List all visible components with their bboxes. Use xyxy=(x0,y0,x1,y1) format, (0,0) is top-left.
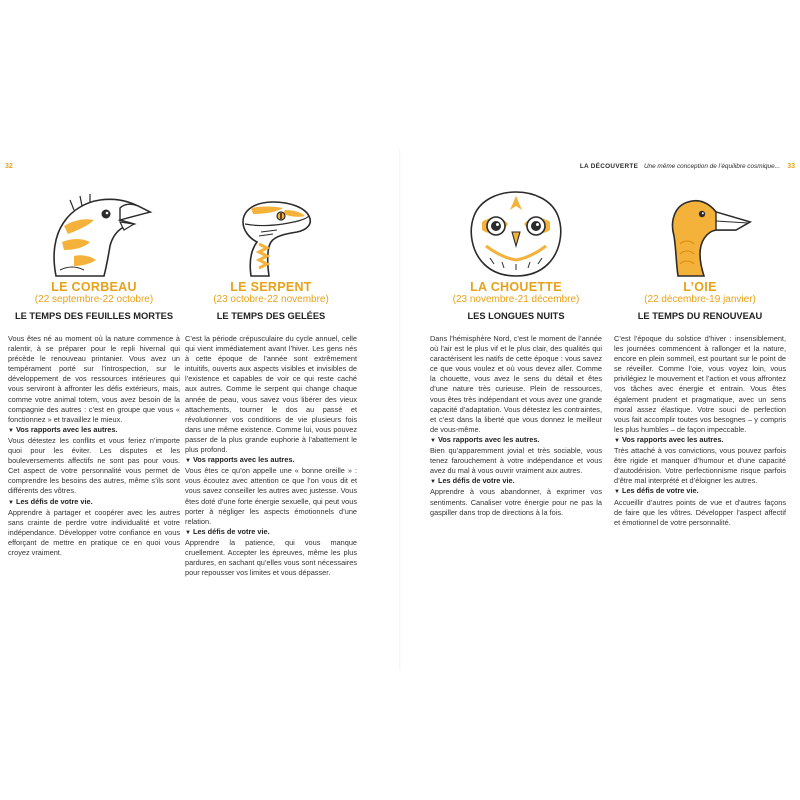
rapports-heading xyxy=(185,455,357,466)
goose-illustration xyxy=(614,178,786,278)
defis-heading-text: Les défis de votre vie. xyxy=(437,476,515,486)
defis-heading-text: Les défis de votre vie. xyxy=(621,486,699,496)
rapports-heading-text: Vos rapports avec les autres. xyxy=(15,424,118,434)
sign-body xyxy=(185,334,357,578)
intro-paragraph: C’est l’époque du solstice d’hiver : insensiblement, les journées commencent à rallonger et la nature, encore en plein sommeil, est pourtant sur le point de se réveiller. Comme l’oie, vous voyez loin, vous privilégiez le mouvement et l’action et vous affrontez vos tâches avec énergie et entrain. Vous êtes également prudent et pragmatique, avec un sens moral assez élastique. Votre souci de perfection vous fait accomplir toutes vos besognes – y compris les plus humbles – de façon impeccable. xyxy=(614,334,786,434)
page-number-left: 32 xyxy=(5,163,13,170)
sign-column-chouette xyxy=(430,178,602,518)
defis-paragraph: Apprendre à vous abandonner, à exprimer vos sentiments. Canaliser votre énergie pour ne pas la gaspiller dans trop de directions à la fois. xyxy=(430,487,602,517)
triangle-bullet-icon: ▼ xyxy=(185,529,191,536)
defis-paragraph: Apprendre la patience, qui vous manque cruellement. Accepter les épreuves, même les plus pardures, en sachant qu’elles vous sont nécessaires pour repousser vos limites et vous dépasser. xyxy=(185,537,357,578)
triangle-bullet-icon: ▼ xyxy=(430,479,436,486)
defis-paragraph: Accueillir d’autres points de vue et d’autres façons de faire que les vôtres. Développer l’aspect affectif et émotionnel de votre personnalité. xyxy=(614,497,786,527)
defis-heading xyxy=(8,497,180,508)
sign-title: LES LONGUES NUITS xyxy=(467,311,565,321)
triangle-bullet-icon: ▼ xyxy=(614,437,620,444)
sign-dates: (22 septembre-22 octobre) xyxy=(34,294,154,305)
sign-body xyxy=(8,334,180,558)
sign-column-oie xyxy=(614,178,786,528)
sign-name: LE SERPENT xyxy=(230,280,312,294)
sign-title: LE TEMPS DU RENOUVEAU xyxy=(637,311,763,321)
snake-head-icon xyxy=(221,186,321,278)
intro-paragraph: Dans l’hémisphère Nord, c’est le moment de l’année où l’air est le plus vif et le plus clair, des qualités qui caractérisent les natifs de cette époque : vous savez ce que vous voulez et où vous devez aller. Comme la chouette, vous avez le sens du détail et êtes d’une nature très curieuse. Plein de ressources, vous êtes très indépendant et vous avez une grande capacité d’adaptation. Vous détestez les contraintes, et c’est dans la liberté que vous donnez le meilleur de vous-même. xyxy=(430,334,602,434)
sign-dates: (22 décembre-19 janvier) xyxy=(644,294,756,305)
triangle-bullet-icon: ▼ xyxy=(185,458,191,465)
rapports-paragraph: Bien qu’apparemment jovial et très sociable, vous tenez farouchement à votre indépendance et vous avez du mal à vous ouvrir vraiment aux autres. xyxy=(430,446,602,476)
sign-body xyxy=(430,334,602,518)
sign-dates: (23 octobre-22 novembre) xyxy=(213,294,329,305)
rapports-paragraph: Vous êtes ce qu’on appelle une « bonne oreille » : vous écoutez avec attention ce que l’on vous dit et vous savez conseiller les autres avec justesse. Vous êtes doté d’une forte énergie sexuelle, qui peut vous porter à négliger les aspects émotionnels d’une relation. xyxy=(185,466,357,526)
sign-name: LE CORBEAU xyxy=(51,280,137,294)
triangle-bullet-icon: ▼ xyxy=(8,499,14,506)
rapports-heading xyxy=(8,425,180,436)
running-head xyxy=(580,163,780,170)
defis-heading xyxy=(430,476,602,487)
owl-illustration xyxy=(430,178,602,278)
goose-head-icon xyxy=(644,186,756,278)
sign-column-serpent xyxy=(185,178,357,578)
rapports-paragraph: Très attaché à vos convictions, vous pouvez parfois être rigide et manquer d’humour et d’une capacité d’autodérision. Votre perfectionnisme risque parfois d’être mal interprété et d’éloigner les autres. xyxy=(614,446,786,486)
defis-heading-text: Les défis de votre vie. xyxy=(192,526,270,536)
rapports-heading-text: Vos rapports avec les autres. xyxy=(621,434,724,444)
defis-heading-text: Les défis de votre vie. xyxy=(15,496,93,506)
owl-head-icon xyxy=(460,186,572,278)
sign-column-corbeau xyxy=(8,178,180,558)
triangle-bullet-icon: ▼ xyxy=(614,489,620,496)
sign-name: LA CHOUETTE xyxy=(470,280,562,294)
running-head-subtitle: Une même conception de l’équilibre cosmique... xyxy=(643,163,780,170)
sign-title: LE TEMPS DES GELÉES xyxy=(216,311,326,321)
sign-dates: (23 novembre-21 décembre) xyxy=(452,294,580,305)
sign-body xyxy=(614,334,786,528)
defis-heading xyxy=(185,527,357,538)
triangle-bullet-icon: ▼ xyxy=(430,437,436,444)
rapports-heading-text: Vos rapports avec les autres. xyxy=(437,434,540,444)
intro-paragraph: Vous êtes né au moment où la nature commence à ralentir, à se préparer pour le repli hivernal qui précède le renouveau printanier. Vous avez un tempérament porté sur l’introspection, sur le développement de vos ressources intérieures qui vous serviront à affronter les défis extérieurs, mais, comme votre animal totem, vous avez besoin de la compagnie des autres : c’est en groupe que vous « fonctionnez » et travaillez le mieux. xyxy=(8,334,180,424)
rapports-heading xyxy=(430,435,602,446)
raven-illustration xyxy=(8,178,180,278)
intro-paragraph: C’est la période crépusculaire du cycle annuel, celle qui vient immédiatement avant l’hiver. Les gens nés à cette époque de l’année sont extrêmement intuitifs, ouverts aux aspects visibles et invisibles de l’existence et capables de voir ce qui reste caché aux autres. Comme le serpent qui change chaque année de peau, vous savez vous libérer des vieux attachements, tourner le dos au passé et révolutionner vos conditions de vie plusieurs fois dans une même existence. Comme lui, vous pouvez passer de la plus grande euphorie à l’abattement le plus profond. xyxy=(185,334,357,455)
running-head-section: LA DÉCOUVERTE xyxy=(579,163,639,170)
sign-title: LE TEMPS DES FEUILLES MORTES xyxy=(14,311,174,321)
rapports-heading-text: Vos rapports avec les autres. xyxy=(192,455,295,465)
snake-illustration xyxy=(185,178,357,278)
rapports-paragraph: Vous détestez les conflits et vous feriez n’importe quoi pour les éviter. Les disputes et les bouleversements affectifs ne sont pas pour vous. Cet aspect de votre personnalité vous permet de comprendre les besoins des autres, même s’ils sont différents des vôtres. xyxy=(8,435,180,496)
page-number-right: 33 xyxy=(787,163,795,170)
defis-paragraph: Apprendre à partager et coopérer avec les autres sans crainte de perdre votre individualité et votre indépendance. Développer votre confiance en vous efforçant de mettre en pratique ce en quoi vous croyez vraiment. xyxy=(8,507,180,557)
sign-name: L’OIE xyxy=(683,280,717,294)
rapports-heading xyxy=(614,435,786,446)
triangle-bullet-icon: ▼ xyxy=(8,427,14,434)
defis-heading xyxy=(614,486,786,497)
raven-head-icon xyxy=(34,186,154,278)
page-gutter xyxy=(399,150,401,670)
